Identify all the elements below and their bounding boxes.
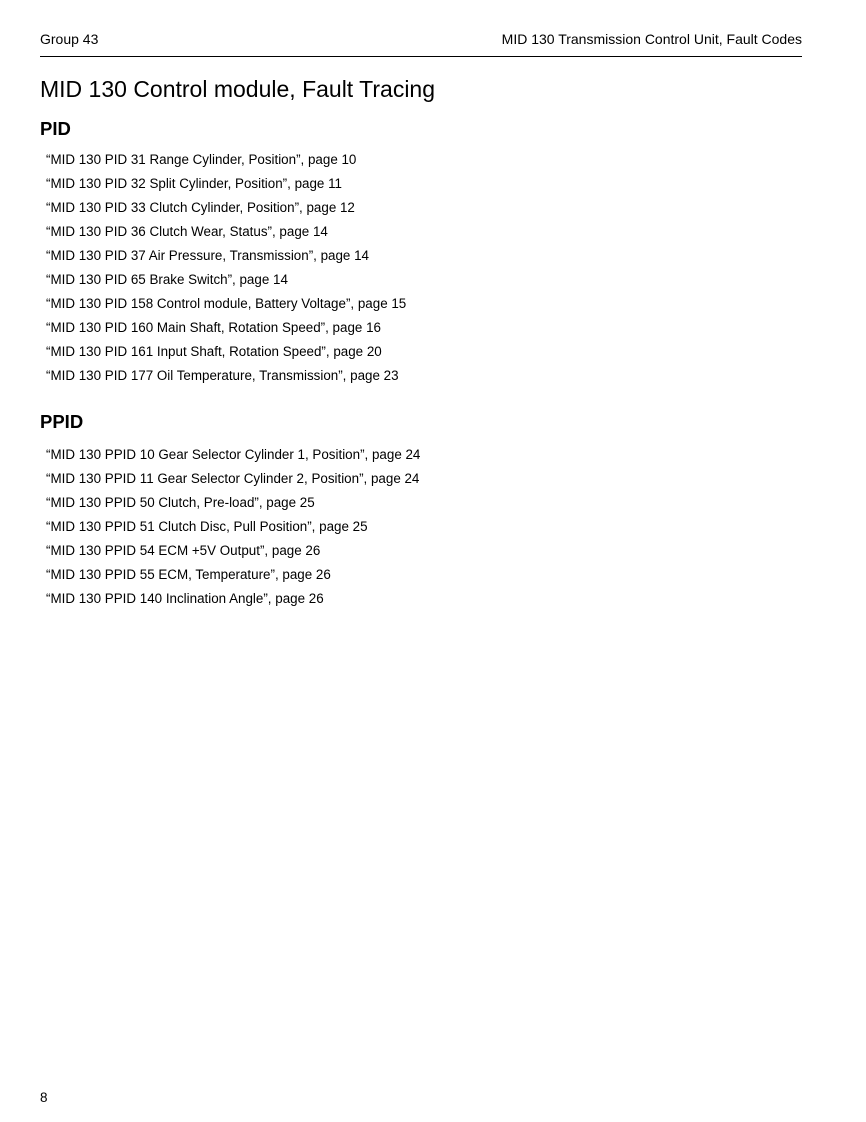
pid-reference-link[interactable]: “MID 130 PID 36 Clutch Wear, Status”, page 14 [46, 224, 328, 239]
pid-reference-list [46, 148, 406, 388]
ppid-reference-link[interactable]: “MID 130 PPID 50 Clutch, Pre-load”, page 25 [46, 495, 315, 510]
section-heading-ppid: PPID [40, 411, 84, 432]
pid-reference-link[interactable]: “MID 130 PID 37 Air Pressure, Transmission”, page 14 [46, 248, 369, 263]
ppid-reference-list [46, 443, 420, 611]
pid-reference-link[interactable]: “MID 130 PID 65 Brake Switch”, page 14 [46, 272, 288, 287]
page-header [40, 30, 802, 57]
section-heading-pid: PID [40, 118, 71, 139]
ppid-reference-link[interactable]: “MID 130 PPID 140 Inclination Angle”, page 26 [46, 591, 324, 606]
page-title: MID 130 Control module, Fault Tracing [40, 76, 436, 102]
pid-reference-link[interactable]: “MID 130 PID 160 Main Shaft, Rotation Speed”, page 16 [46, 320, 381, 335]
pid-reference-link[interactable]: “MID 130 PID 177 Oil Temperature, Transmission”, page 23 [46, 368, 399, 383]
ppid-reference-link[interactable]: “MID 130 PPID 55 ECM, Temperature”, page 26 [46, 567, 331, 582]
pid-reference-link[interactable]: “MID 130 PID 161 Input Shaft, Rotation Speed”, page 20 [46, 344, 382, 359]
header-document-title: MID 130 Transmission Control Unit, Fault Codes [501, 31, 802, 47]
pid-reference-link[interactable]: “MID 130 PID 31 Range Cylinder, Position”, page 10 [46, 152, 357, 167]
ppid-reference-link[interactable]: “MID 130 PPID 10 Gear Selector Cylinder 1, Position”, page 24 [46, 447, 421, 462]
ppid-reference-link[interactable]: “MID 130 PPID 54 ECM +5V Output”, page 26 [46, 543, 321, 558]
pid-reference-link[interactable]: “MID 130 PID 33 Clutch Cylinder, Position”, page 12 [46, 200, 355, 215]
pid-reference-link[interactable]: “MID 130 PID 158 Control module, Battery Voltage”, page 15 [46, 296, 407, 311]
header-group-label: Group 43 [40, 31, 99, 47]
page-number: 8 [40, 1090, 48, 1105]
pid-reference-link[interactable]: “MID 130 PID 32 Split Cylinder, Position”, page 11 [46, 176, 342, 191]
ppid-reference-link[interactable]: “MID 130 PPID 51 Clutch Disc, Pull Position”, page 25 [46, 519, 368, 534]
ppid-reference-link[interactable]: “MID 130 PPID 11 Gear Selector Cylinder 2, Position”, page 24 [46, 471, 420, 486]
